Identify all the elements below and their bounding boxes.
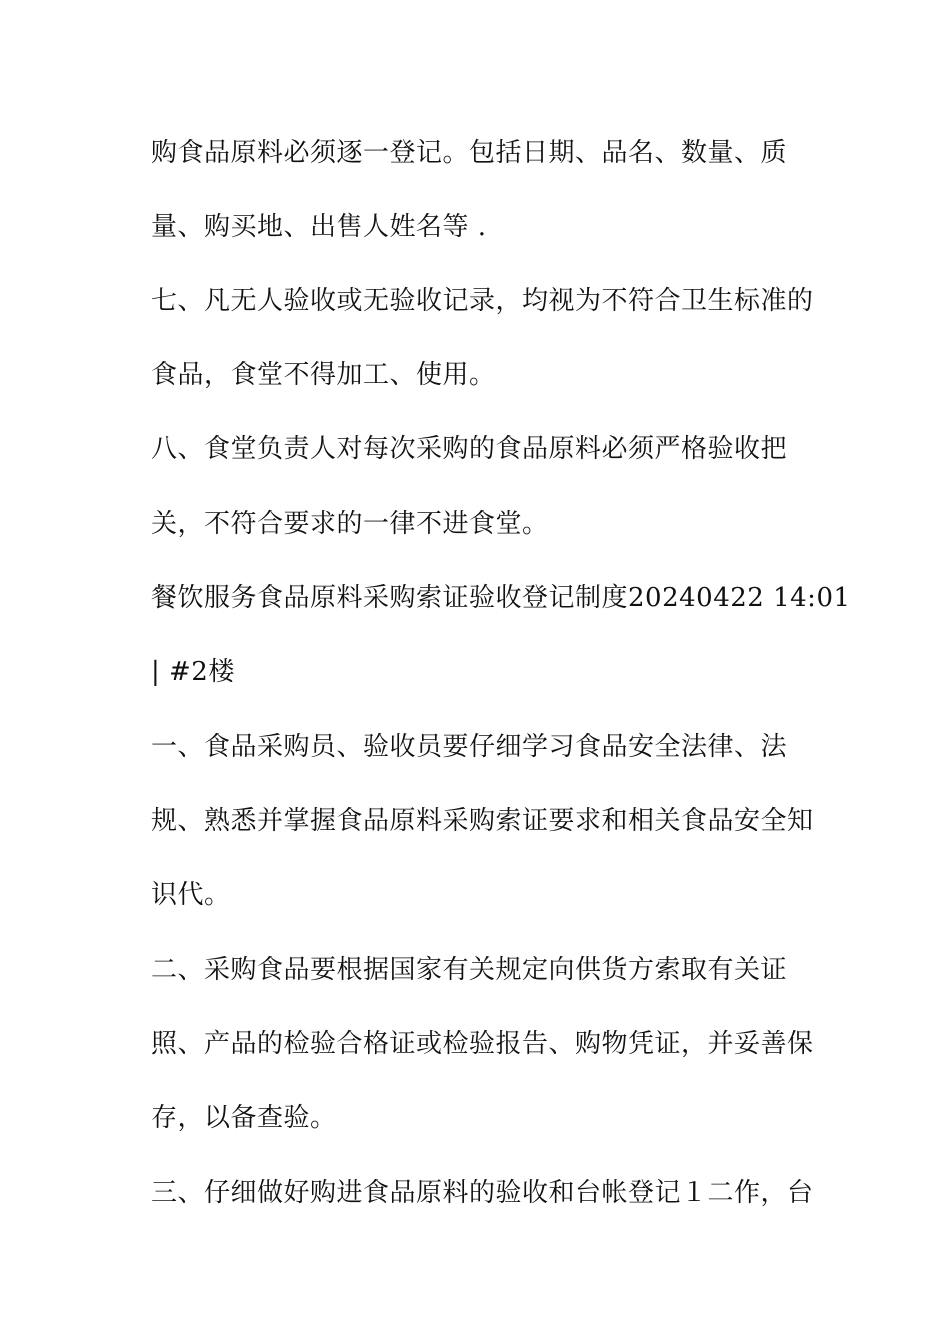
post-floor-label: | #2楼 [151, 657, 235, 687]
text-line: 一、食品采购员、验收员要仔细学习食品安全法律、法 [151, 732, 788, 762]
text-line: 八、食堂负责人对每次采购的食品原料必须严格验收把 [151, 434, 788, 464]
text-line: 三、仔细做好购进食品原料的验收和台帐登记１二作，台 [151, 1178, 814, 1208]
text-line: 存，以备查验。 [151, 1103, 337, 1133]
section-heading: 餐饮服务食品原料采购索证验收登记制度20240422 14:01 [151, 583, 851, 613]
text-line: 二、采购食品要根据国家有关规定向供货方索取有关证 [151, 955, 788, 985]
text-line: 食品，食堂不得加工、使用。 [151, 360, 496, 390]
text-line: 七、凡无人验收或无验收记录，均视为不符合卫生标准的 [151, 286, 814, 316]
text-line: 规、熟悉并掌握食品原料采购索证要求和相关食品安全知 [151, 806, 814, 836]
text-line: 识代。 [151, 880, 231, 910]
text-line: 购食品原料必须逐一登记。包括日期、品名、数量、质 [151, 138, 788, 168]
text-line: 量、购买地、出售人姓名等 . [151, 212, 487, 242]
text-line: 照、产品的检验合格证或检验报告、购物凭证，并妥善保 [151, 1029, 814, 1059]
text-line: 关，不符合要求的一律不进食堂。 [151, 509, 549, 539]
